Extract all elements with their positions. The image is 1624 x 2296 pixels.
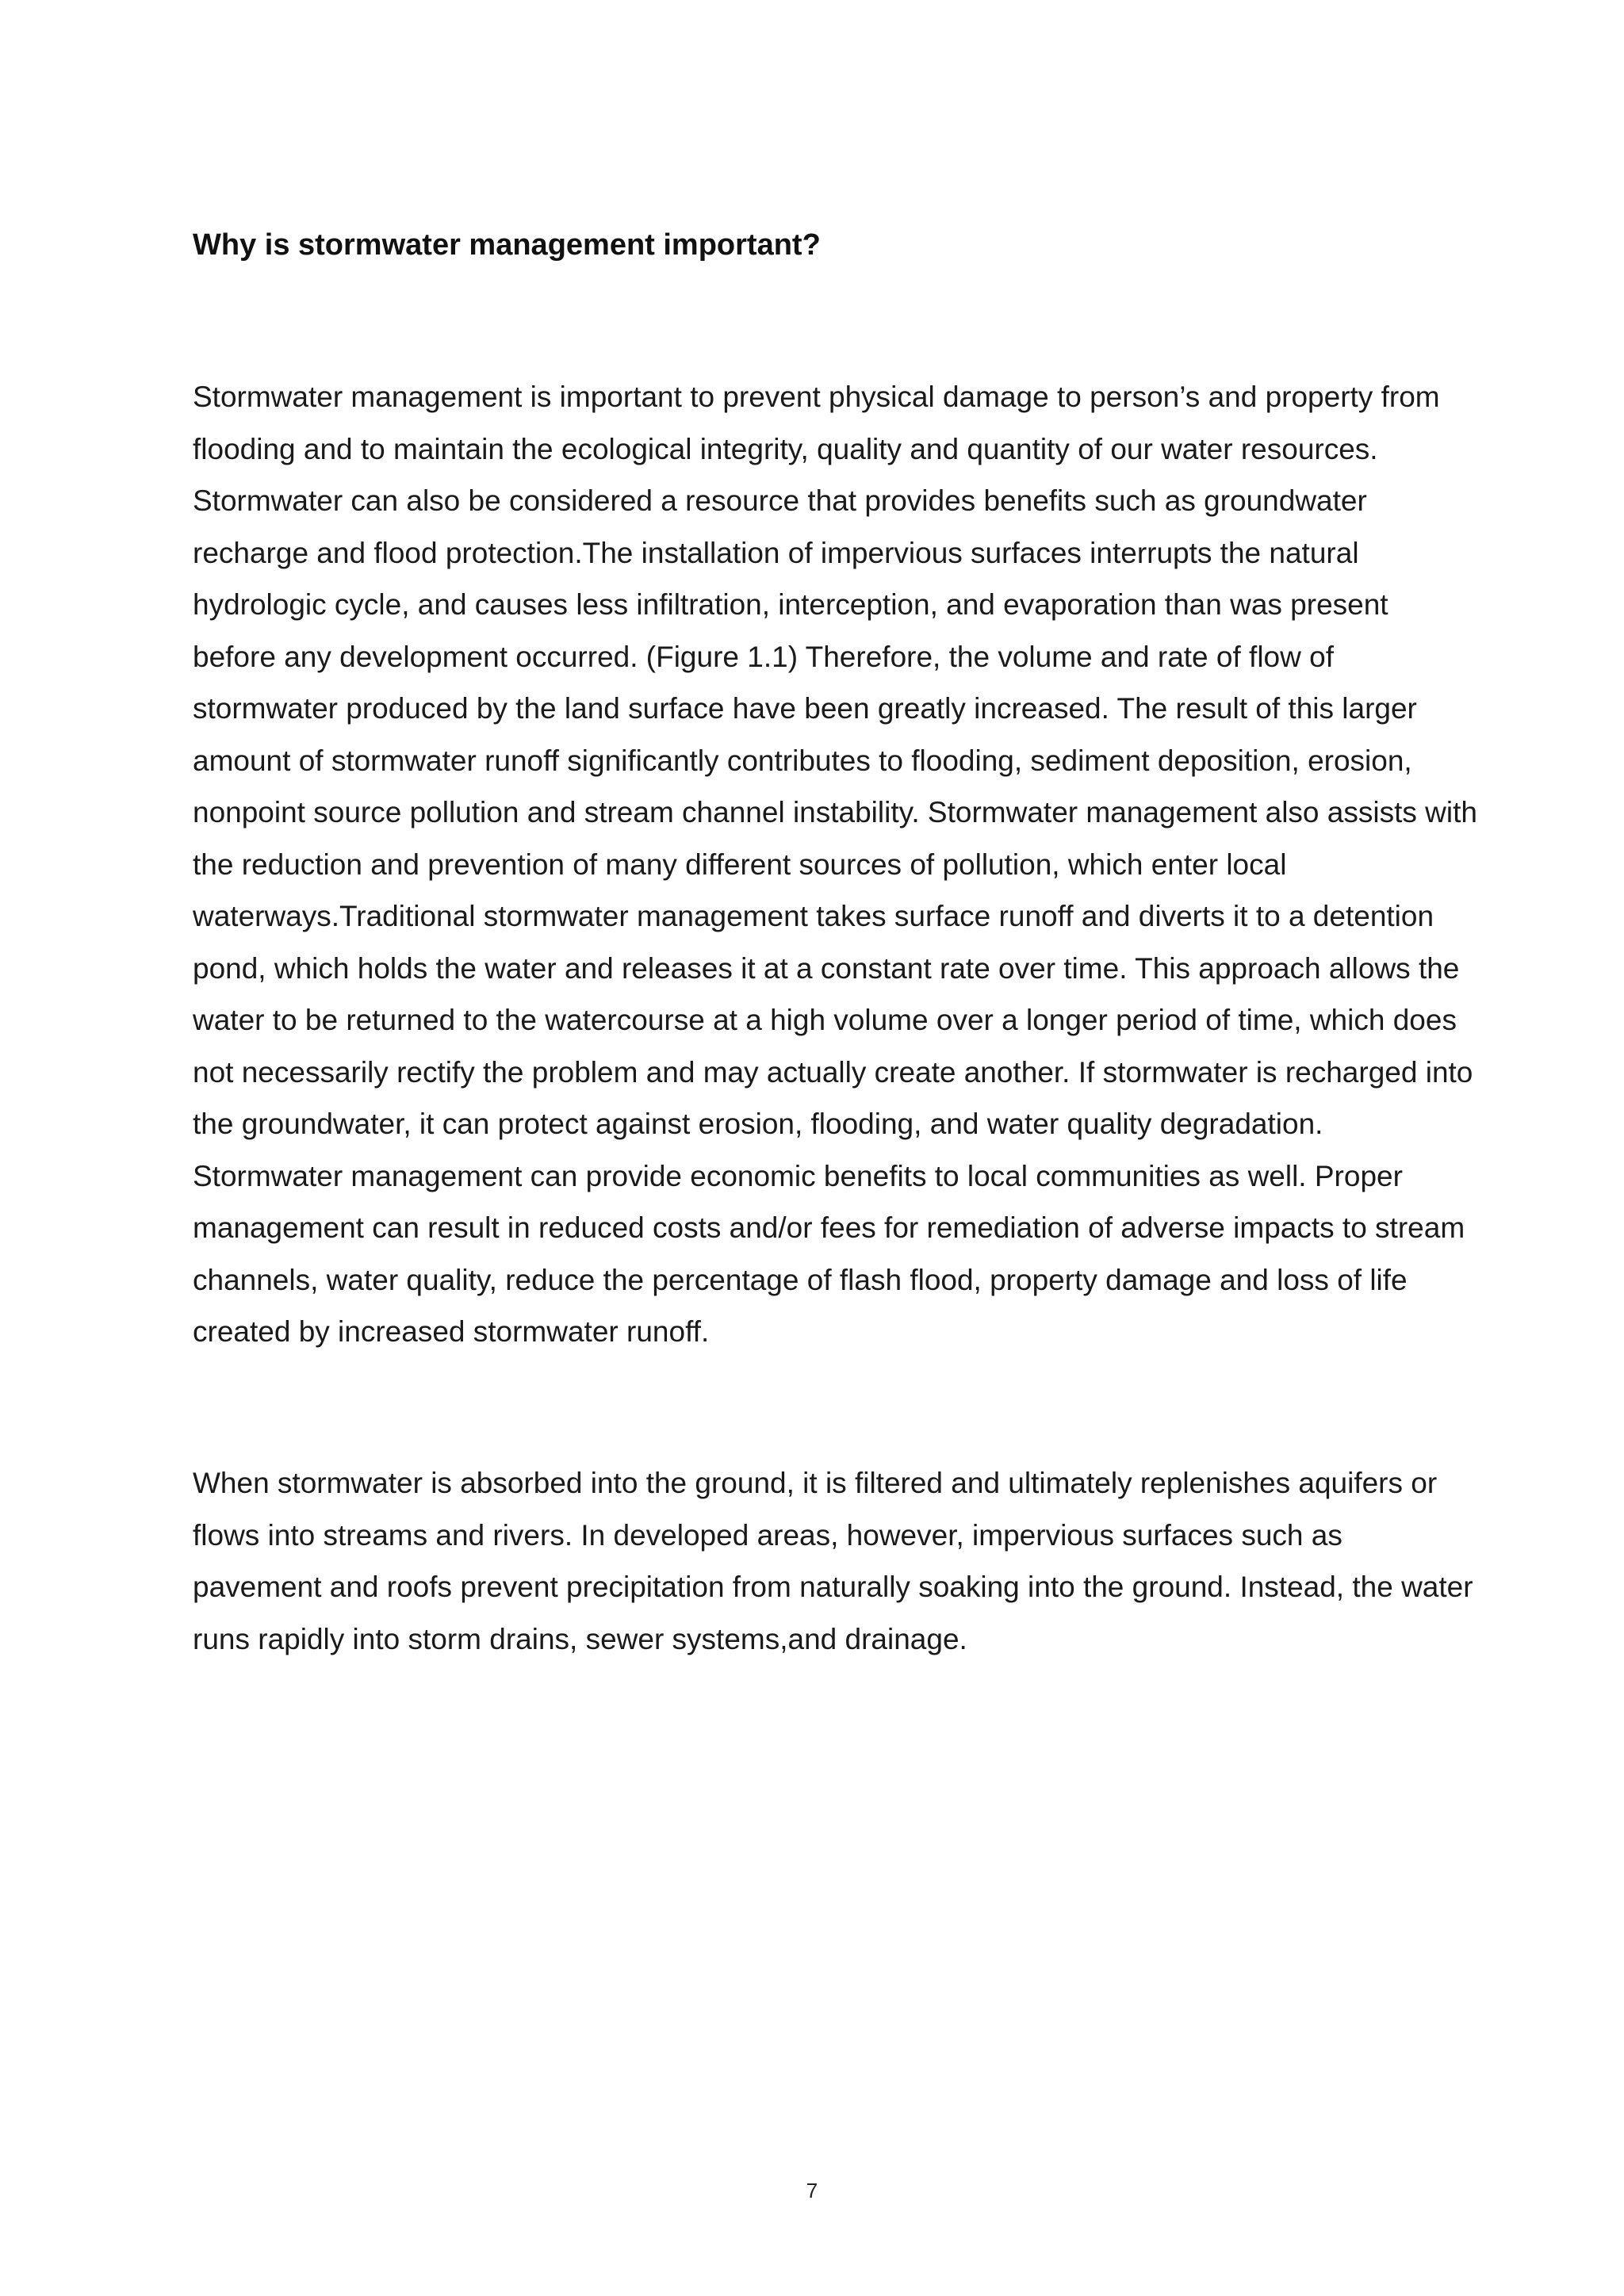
body-paragraph-2: When stormwater is absorbed into the ground, it is filtered and ultimately replenishes aquifers or flows into streams and rivers. In developed areas, however, impervious surfaces such as pavement and roofs prevent precipitation from naturally soaking into the ground. Instead, the water runs rapidly into storm drains, sewer systems,and drainage.: [193, 1467, 1473, 1655]
page-number: 7: [806, 2179, 818, 2202]
body-paragraph-1: Stormwater management is important to prevent physical damage to person’s and property from flooding and to maintain the ecological integrity, quality and quantity of our water resources. Stormwater can also be considered a resource that provides benefits such as groundwater recharge and flood protection.The installation of impervious surfaces interrupts the natural hydrologic cycle, and causes less infiltration, interception, and evaporation than was present before any development occurred. (Figure 1.1) Therefore, the volume and rate of flow of stormwater produced by the land surface have been greatly increased. The result of this larger amount of stormwater runoff significantly contributes to flooding, sediment deposition, erosion, nonpoint source pollution and stream channel instability. Stormwater management also assists with the reduction and prevention of many different sources of pollution, which enter local waterways.Traditional stormwater management takes surface runoff and diverts it to a detention pond, which holds the water and releases it at a constant rate over time. This approach allows the water to be returned to the watercourse at a high volume over a longer period of time, which does not necessarily rectify the problem and may actually create another. If stormwater is recharged into the groundwater, it can protect against erosion, flooding, and water quality degradation. Stormwater management can provide economic benefits to local communities as well. Proper management can result in reduced costs and/or fees for remediation of adverse impacts to stream channels, water quality, reduce the percentage of flash flood, property damage and loss of life created by increased stormwater runoff.: [193, 381, 1477, 1348]
section-heading: Why is stormwater management important?: [193, 228, 821, 262]
